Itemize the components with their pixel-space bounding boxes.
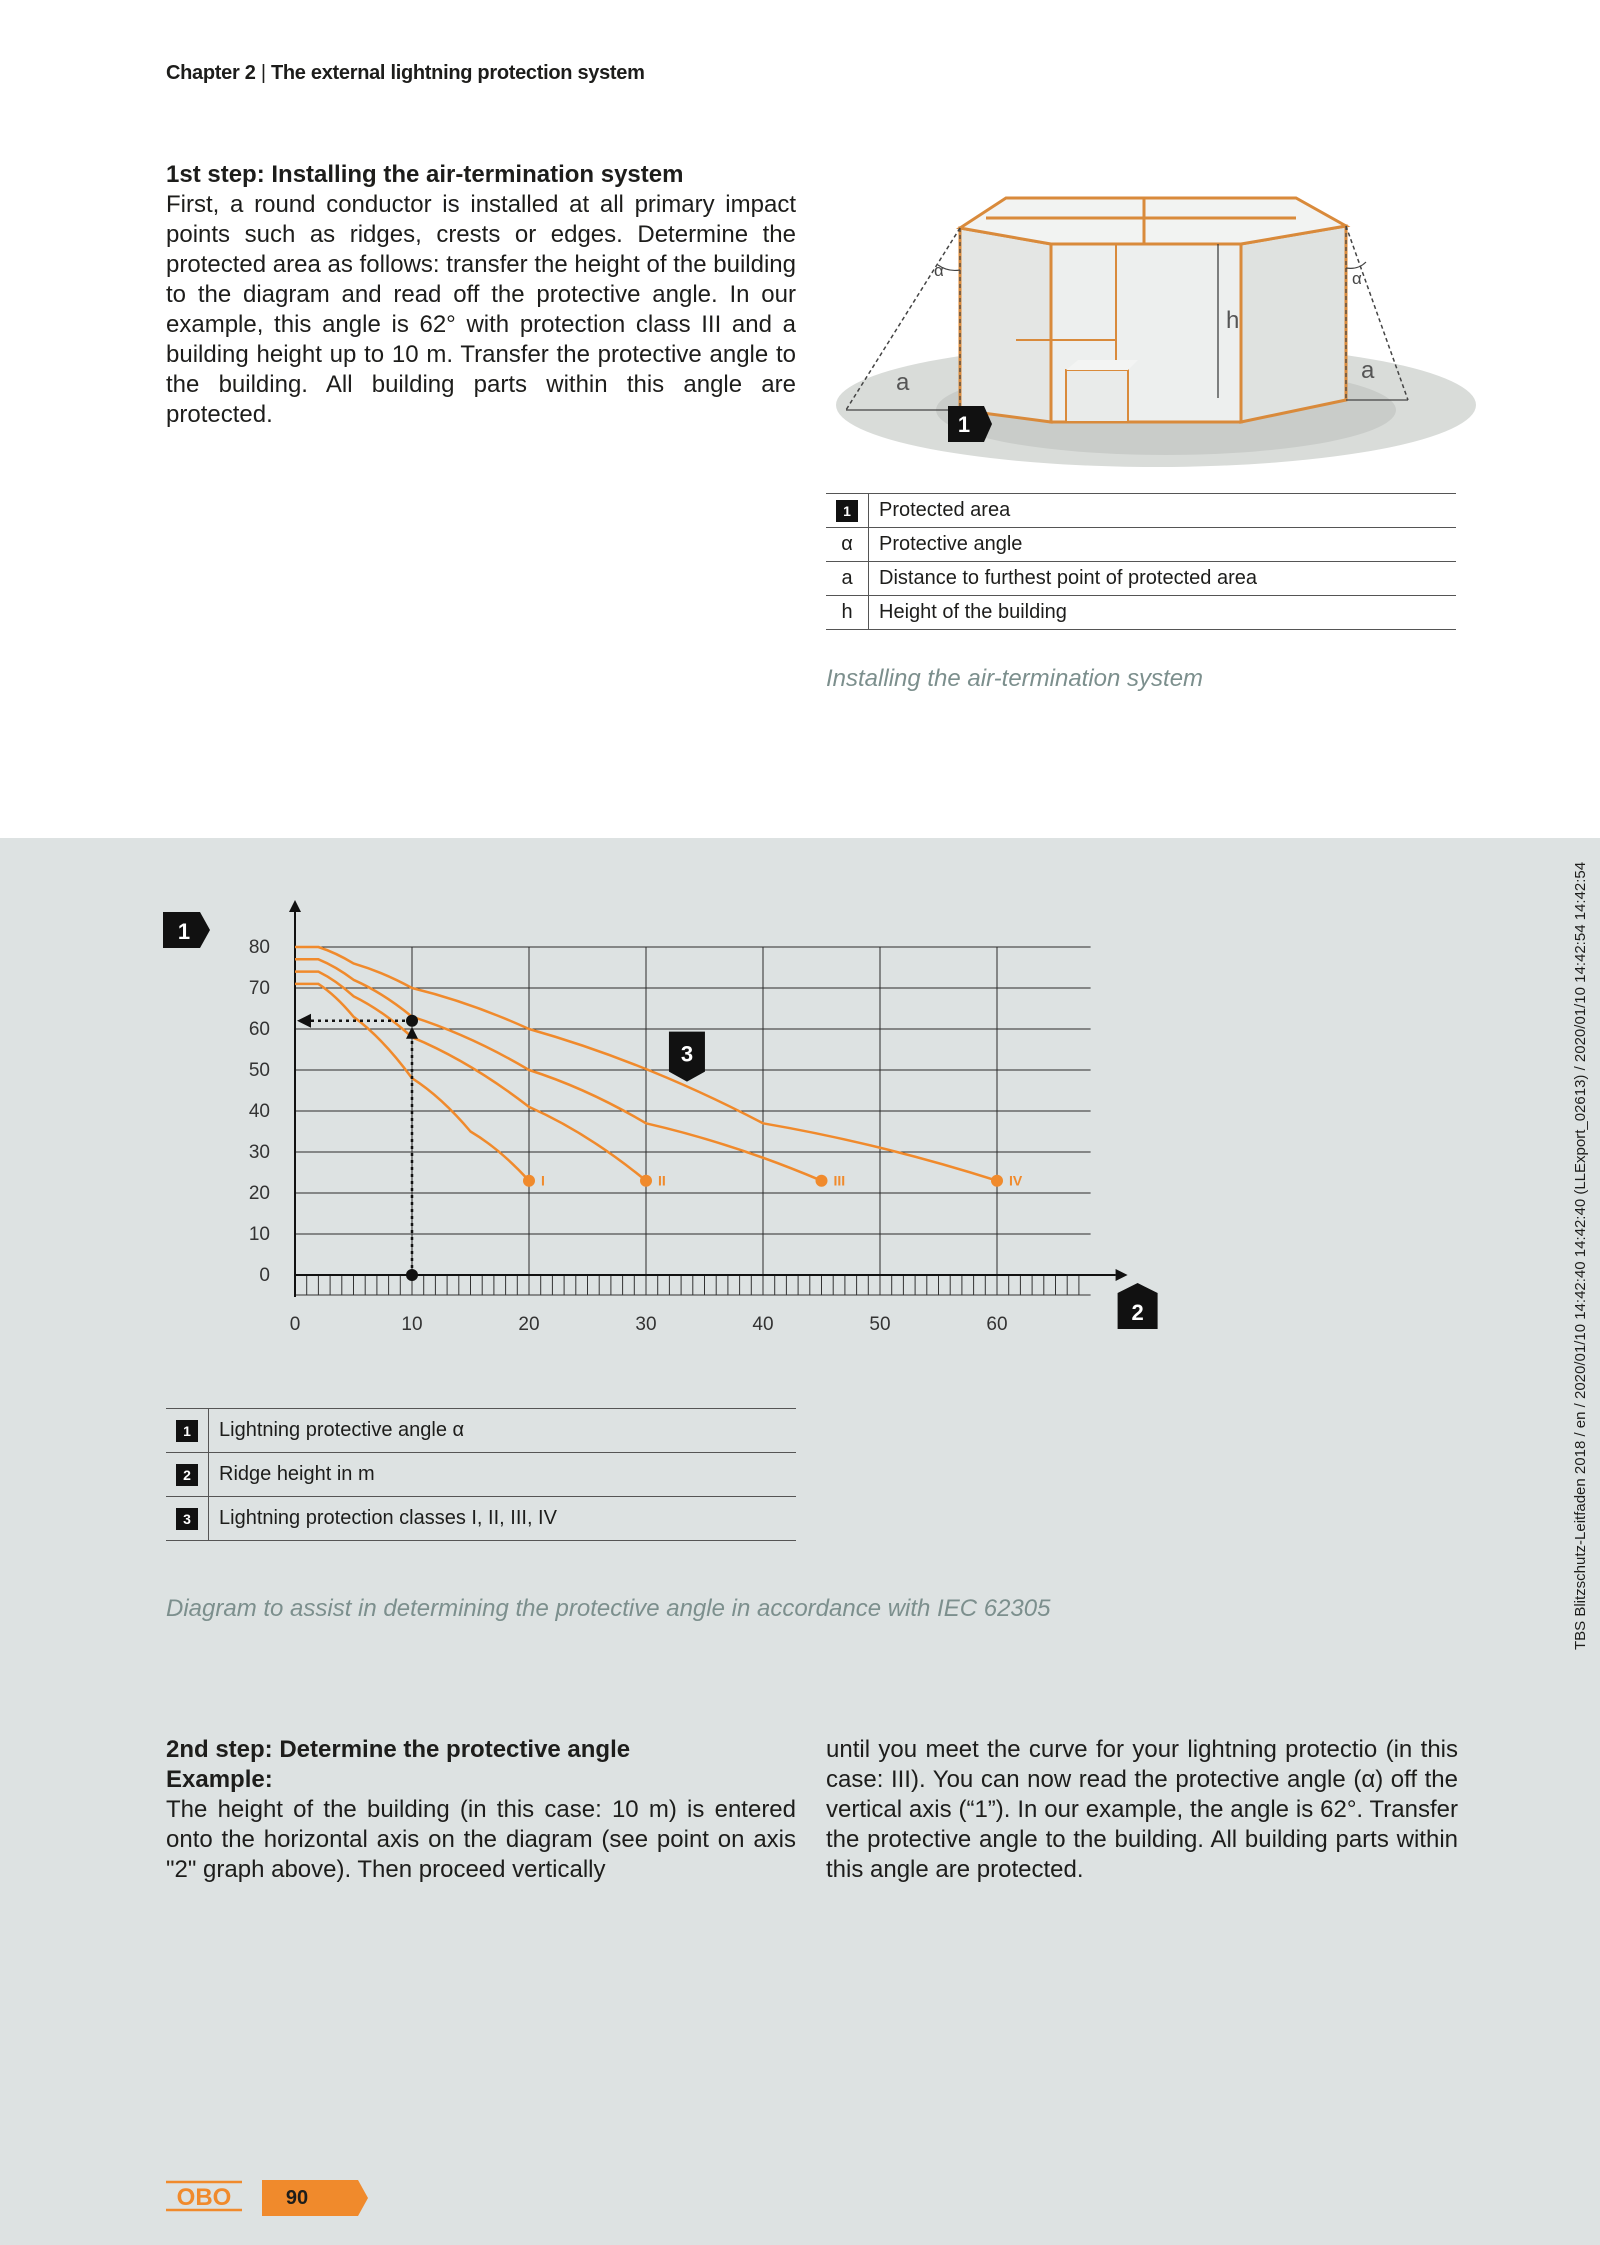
alpha-arc-right (1346, 262, 1366, 268)
legend-row (826, 562, 1456, 596)
legend-row (826, 494, 1456, 528)
chart-grid (295, 947, 1091, 1275)
legend-text: Ridge height in m (209, 1453, 797, 1497)
chart-caption: Diagram to assist in determining the protective angle in accordance with IEC 62305 (166, 1595, 1051, 1622)
chart-annotations (163, 912, 1158, 1329)
series-endpoint-I (523, 1175, 535, 1187)
step2-body-right: until you meet the curve for your lightning protectio (in this case: III). You can now read the protective angle (α) off the vertical axis (“1”). In our example, the angle is 62°. Transfer the protective angle to the building. All building parts within this angle are protected. (826, 1736, 1458, 1883)
legend-badge: 2 (176, 1464, 198, 1486)
x-tick-label: 50 (869, 1314, 891, 1335)
legend-text: Lightning protection classes I, II, III, IV (209, 1497, 797, 1541)
step2-title: 2nd step: Determine the protective angle (166, 1736, 631, 1763)
chapter-header (166, 62, 645, 85)
series-endpoint-III (816, 1175, 828, 1187)
x-tick-label: 60 (986, 1314, 1008, 1335)
legend-row (826, 528, 1456, 562)
legend-table-chart (166, 1408, 796, 1541)
logo-text: OBO (176, 2184, 232, 2211)
series-line-II (295, 972, 646, 1181)
legend-badge: 3 (176, 1508, 198, 1530)
alpha-label-left: α (934, 261, 944, 280)
legend-badge: 1 (836, 500, 858, 522)
chart-axes (249, 900, 1128, 1335)
legend-text: Distance to furthest point of protected area (869, 562, 1457, 596)
curves-badge-label: 3 (680, 1041, 694, 1067)
legend-row (826, 596, 1456, 630)
y-tick-label: 30 (248, 1142, 270, 1163)
y-axis-badge-label: 1 (177, 919, 191, 944)
example-left-arrowhead (297, 1014, 311, 1028)
legend-key: α (826, 528, 869, 562)
legend-row (166, 1453, 796, 1497)
y-tick-label: 80 (248, 937, 270, 958)
y-tick-label: 20 (248, 1183, 270, 1204)
y-tick-label: 40 (248, 1101, 270, 1122)
series-endpoint-IV (991, 1175, 1003, 1187)
y-tick-label: 70 (248, 978, 270, 999)
building-roof (960, 198, 1346, 244)
legend-text: Height of the building (869, 596, 1457, 630)
y-axis-arrowhead (289, 900, 301, 912)
step2-section-left (166, 1735, 796, 1885)
annex-roof (1066, 360, 1138, 370)
legend-row (166, 1409, 796, 1453)
legend-table-top (826, 493, 1456, 630)
chapter-title: The external lightning protection system (270, 62, 645, 84)
legend-key (826, 494, 869, 528)
step1-section (166, 160, 796, 430)
legend-row (166, 1497, 796, 1541)
legend-key (166, 1409, 209, 1453)
building-illustration (826, 160, 1466, 470)
series-label-IV: IV (1009, 1172, 1023, 1189)
alpha-label-right: α (1352, 269, 1362, 288)
y-tick-label: 50 (248, 1060, 270, 1081)
series-endpoint-II (640, 1175, 652, 1187)
a-label-right: a (1361, 357, 1375, 384)
legend-text: Protective angle (869, 528, 1457, 562)
x-tick-label: 0 (289, 1314, 301, 1335)
series-label-I: I (541, 1172, 545, 1189)
example-intersection-point (406, 1015, 418, 1027)
legend-text: Lightning protective angle α (209, 1409, 797, 1453)
legend-key: a (826, 562, 869, 596)
x-tick-label: 40 (752, 1314, 774, 1335)
building-left-face (960, 228, 1051, 422)
x-tick-label: 30 (635, 1314, 657, 1335)
illustration-caption: Installing the air-termination system (826, 665, 1204, 692)
h-label: h (1226, 307, 1240, 334)
legend-key: h (826, 596, 869, 630)
series-label-II: II (658, 1172, 666, 1189)
obo-logo (166, 2180, 242, 2212)
x-tick-label: 10 (401, 1314, 423, 1335)
y-tick-label: 0 (259, 1265, 270, 1286)
legend-key (166, 1453, 209, 1497)
protected-area-badge-label: 1 (957, 412, 971, 437)
x-tick-label: 20 (518, 1314, 540, 1335)
step1-title: 1st step: Installing the air-termination system (166, 161, 684, 188)
step2-subtitle: Example: (166, 1766, 273, 1793)
legend-badge: 1 (176, 1420, 198, 1442)
legend-key (166, 1497, 209, 1541)
building-right-face (1241, 226, 1346, 422)
x-axis-badge-label: 2 (1131, 1300, 1144, 1325)
page-number: 90 (285, 2187, 309, 2209)
chapter-label: Chapter 2 (166, 62, 256, 84)
a-label-left: a (896, 369, 910, 396)
y-tick-label: 60 (248, 1019, 270, 1040)
print-metadata-note: TBS Blitzschutz-Leitfaden 2018 / en / 2020/01/10 14:42:40 14:42:40 (LLExport_02613) / 2020/01/10 14:42:54 14:42:54 (1572, 861, 1589, 1650)
series-label-III: III (833, 1172, 846, 1189)
y-tick-label: 10 (248, 1224, 270, 1245)
step2-body-left: The height of the building (in this case: 10 m) is entered onto the horizontal axis on the diagram (see point on axis "2" graph above). Then proceed vertically (166, 1796, 796, 1883)
example-start-point (406, 1269, 418, 1281)
annex-block (1066, 370, 1128, 422)
legend-text: Protected area (869, 494, 1457, 528)
header-separator: | (260, 62, 271, 84)
step1-body: First, a round conductor is installed at all primary impact points such as ridges, crests or edges. Determine the protected area as follows: transfer the height of the building to the diagram and read off the protective angle. In our example, this angle is 62° with protection class III and a building height up to 10 m. Transfer the protective angle to the building. All building parts within this angle are protected. (166, 191, 796, 428)
protective-angle-chart (140, 900, 1144, 1340)
